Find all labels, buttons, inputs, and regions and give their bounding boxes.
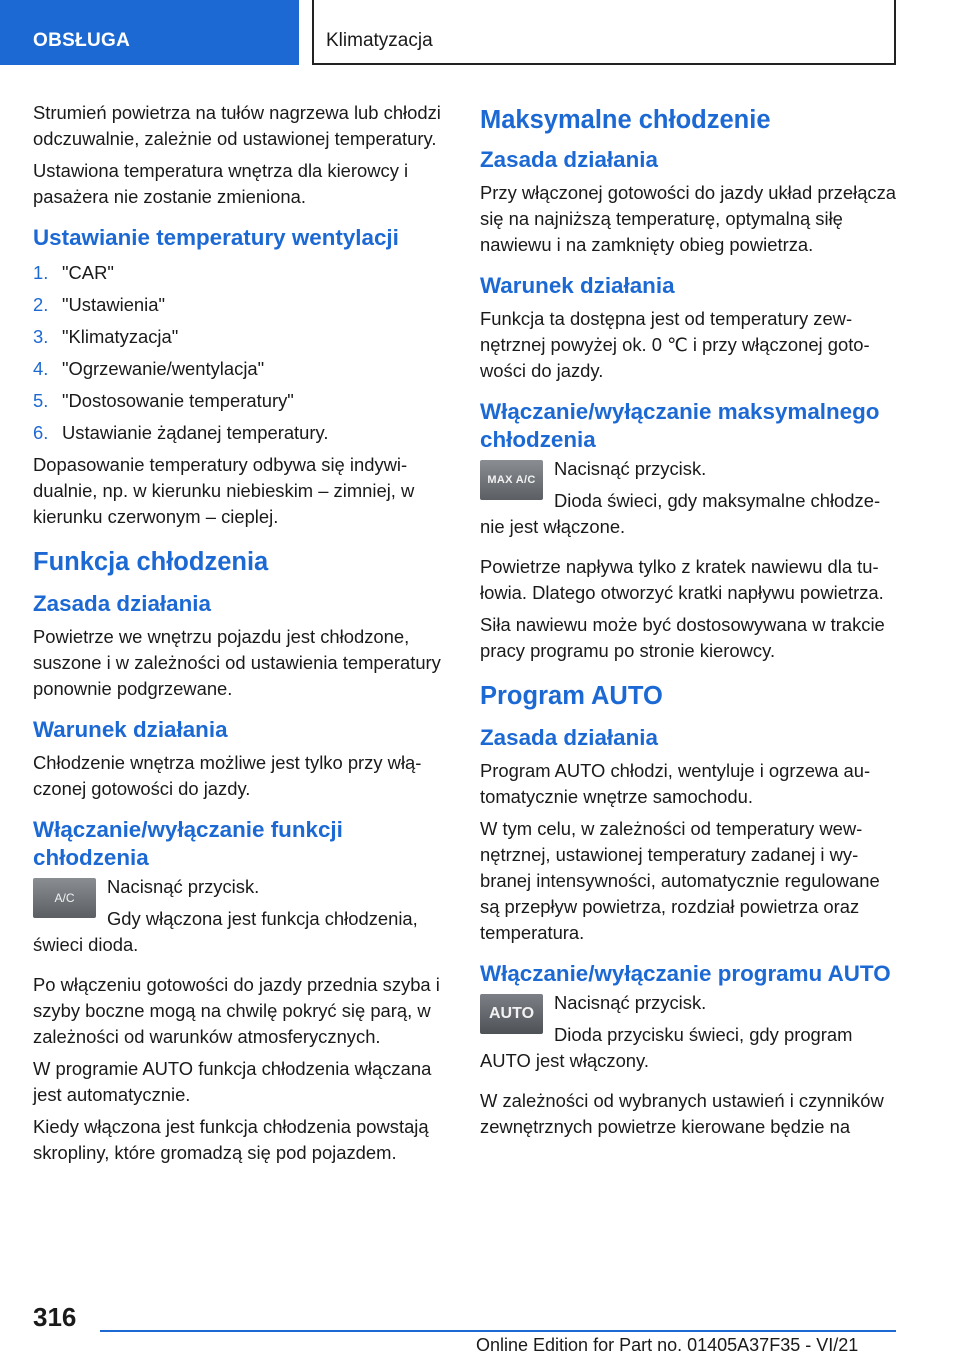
paragraph: Nacisnąć przycisk.	[554, 458, 707, 479]
auto-button-icon: AUTO	[480, 994, 543, 1034]
edition-footer: Online Edition for Part no. 01405A37F35 - VI/21	[476, 1335, 859, 1355]
paragraph: Dioda świeci, gdy maksymalne chłodzenie jest włączone.	[480, 490, 881, 537]
paragraph: Siła nawiewu może być dostosowywana w trakcie pracy programu po stronie kierowcy.	[480, 614, 885, 661]
max-ac-button-icon: MAX A/C	[480, 460, 543, 500]
heading-condition: Warunek działania	[33, 717, 228, 742]
paragraph: Strumień powietrza na tułów nagrzewa lub chłodzi odczuwalnie, zależnie od ustawionej temperatury.	[33, 102, 441, 149]
paragraph: Nacisnąć przycisk.	[554, 992, 707, 1013]
right-column	[480, 100, 898, 1146]
paragraph: W programie AUTO funkcja chłodzenia włączana jest automatycznie.	[33, 1058, 432, 1105]
paragraph: Dopasowanie temperatury odbywa się indywidualnie, np. w kierunku niebieskim – zimniej, w kierunku czerwonym – cieplej.	[33, 454, 415, 527]
list-item: 6. Ustawianie żądanej temperatury.	[33, 422, 329, 443]
left-column	[33, 100, 451, 1172]
paragraph: Powietrze we wnętrzu pojazdu jest chłodzone, suszone i w zależności od ustawienia temperatury ponownie podgrzewane.	[33, 626, 441, 699]
page-title: Klimatyzacja	[326, 30, 433, 51]
heading-principle: Zasada działania	[33, 591, 211, 616]
paragraph: W zależności od wybranych ustawień i czynników zewnętrznych powietrze kierowane będzie na	[480, 1090, 884, 1137]
list-item: 4. "Ogrzewanie/wentylacja"	[33, 358, 265, 379]
auto-button-block	[480, 990, 898, 1080]
heading-condition: Warunek działania	[480, 273, 675, 298]
paragraph: Przy włączonej gotowości do jazdy układ przełącza się na najniższą temperaturę, optymalną siłę nawiewu i na zamknięty obieg powietrza.	[480, 182, 897, 255]
page-number: 316	[33, 1302, 77, 1332]
paragraph: Po włączeniu gotowości do jazdy przednia szyba i szyby boczne mogą na chwilę pokryć się parą, w zależności od warunków atmosferycznych.	[33, 974, 440, 1047]
paragraph: Dioda przycisku świeci, gdy program AUTO jest włączony.	[480, 1024, 853, 1071]
heading-switch-max: Włączanie/wyłączanie maksymalnego chłodzenia	[480, 399, 880, 452]
list-item: 2. "Ustawienia"	[33, 294, 166, 315]
paragraph: Ustawiona temperatura wnętrza dla kierowcy i pasażera nie zostanie zmieniona.	[33, 160, 409, 207]
steps-list	[33, 260, 451, 446]
paragraph: Kiedy włączona jest funkcja chłodzenia powstają skropliny, które gromadzą się pod pojazdem.	[33, 1116, 429, 1163]
footer-divider	[100, 1330, 896, 1332]
paragraph: Powietrze napływa tylko z kratek nawiewu dla tułowia. Dlatego otworzyć kratki napływu powietrza.	[480, 556, 884, 603]
paragraph: Chłodzenie wnętrza możliwe jest tylko przy włączonej gotowości do jazdy.	[33, 752, 422, 799]
paragraph: Gdy włączona jest funkcja chłodzenia, świeci dioda.	[33, 908, 418, 955]
heading-switch-cooling: Włączanie/wyłączanie funkcji chłodzenia	[33, 817, 343, 870]
heading-cooling-function: Funkcja chłodzenia	[33, 548, 269, 576]
heading-switch-auto: Włączanie/wyłączanie programu AUTO	[480, 961, 891, 986]
heading-principle: Zasada działania	[480, 725, 658, 750]
list-item: 5. "Dostosowanie temperatury"	[33, 390, 294, 411]
heading-vent-temperature: Ustawianie temperatury wentylacji	[33, 225, 399, 250]
paragraph: Program AUTO chłodzi, wentyluje i ogrzewa automatycznie wnętrze samochodu.	[480, 760, 871, 807]
paragraph: Nacisnąć przycisk.	[107, 876, 260, 897]
ac-button-icon: A/C	[33, 878, 96, 918]
paragraph: Funkcja ta dostępna jest od temperatury zewnętrznej powyżej ok. 0 ℃ i przy włączonej gotowości do jazdy.	[480, 308, 870, 381]
section-tab: OBSŁUGA	[0, 0, 299, 65]
paragraph: W tym celu, w zależności od temperatury wewnętrznej, ustawionej temperatury zadanej i wybranej intensywności, automatycznie regulowane są przepływ powietrza, rozdział powietrza oraz temperatura.	[480, 818, 880, 943]
heading-program-auto: Program AUTO	[480, 682, 663, 710]
list-item: 1. "CAR"	[33, 262, 114, 283]
heading-max-cooling: Maksymalne chłodzenie	[480, 106, 771, 134]
ac-button-block	[33, 874, 451, 964]
max-ac-button-block	[480, 456, 898, 546]
list-item: 3. "Klimatyzacja"	[33, 326, 179, 347]
heading-principle: Zasada działania	[480, 147, 658, 172]
